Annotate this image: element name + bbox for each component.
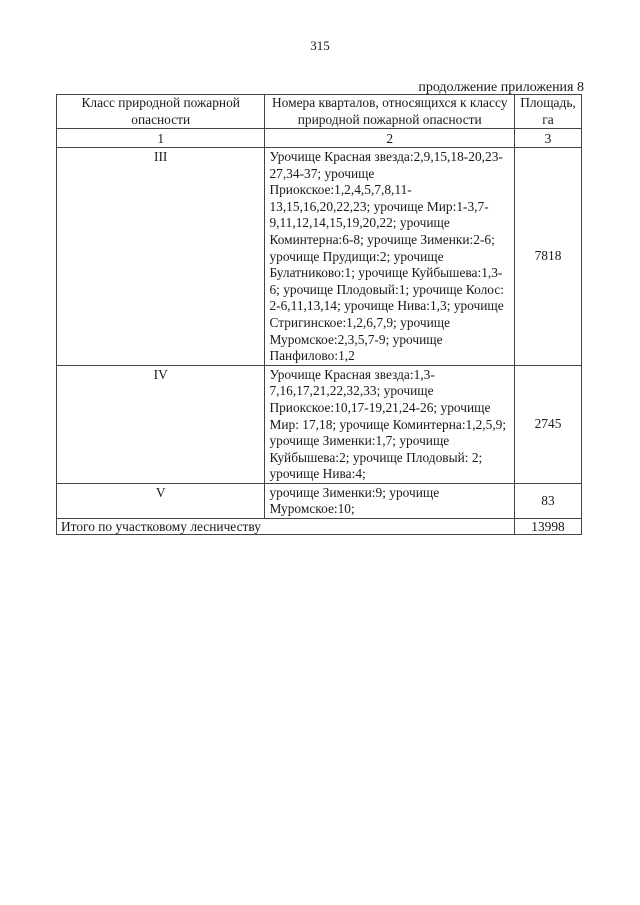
column-number: 2 xyxy=(265,129,515,148)
area-cell: 83 xyxy=(515,483,582,518)
total-row xyxy=(57,519,582,535)
total-label: Итого по участковому лесничеству xyxy=(57,519,265,535)
table-row xyxy=(57,483,582,518)
class-cell: IV xyxy=(57,365,265,483)
header-area: Площадь, га xyxy=(515,95,582,129)
class-cell: III xyxy=(57,148,265,366)
total-area: 13998 xyxy=(515,519,582,535)
total-spacer xyxy=(265,519,515,535)
area-cell: 2745 xyxy=(515,365,582,483)
table-row xyxy=(57,365,582,483)
column-number: 3 xyxy=(515,129,582,148)
column-number-row xyxy=(57,129,582,148)
quarters-cell: Урочище Красная звезда:2,9,15,18-20,23-27,34-37; урочище Приокское:1,2,4,5,7,8,11-13,15,16,20,22,23; урочище Мир:1-3,7-9,11,12,14,15,19,20,22; урочище Коминтерна:6-8; урочище Зименки:2-6; урочище Прудищи:2; урочище Булатниково:1; урочище Куйбышева:1,3-6; урочище Плодовый:1; урочище Колос: 2-6,11,13,14; урочище Нива:1,3; урочище Стригинское:1,2,6,7,9; урочище Муромское:2,3,5,7-9; урочище Панфилово:1,2 xyxy=(265,148,515,366)
table-row xyxy=(57,148,582,366)
header-quarters: Номера кварталов, относящихся к классу природной пожарной опасности xyxy=(265,95,515,129)
column-number: 1 xyxy=(57,129,265,148)
header-class: Класс природной пожарной опасности xyxy=(57,95,265,129)
quarters-cell: урочище Зименки:9; урочище Муромское:10; xyxy=(265,483,515,518)
page-number: 315 xyxy=(310,38,330,53)
header-row xyxy=(57,95,582,129)
class-cell: V xyxy=(57,483,265,518)
fire-danger-table xyxy=(56,94,582,535)
quarters-cell: Урочище Красная звезда:1,3-7,16,17,21,22,32,33; урочище Приокское:10,17-19,21,24-26; урочище Мир: 17,18; урочище Коминтерна:1,2,5,9; урочище Зименки:1,7; урочище Куйбышева:2; урочище Плодовый: 2; урочище Нива:4; xyxy=(265,365,515,483)
continuation-note: продолжение приложения 8 xyxy=(418,80,584,95)
area-cell: 7818 xyxy=(515,148,582,366)
